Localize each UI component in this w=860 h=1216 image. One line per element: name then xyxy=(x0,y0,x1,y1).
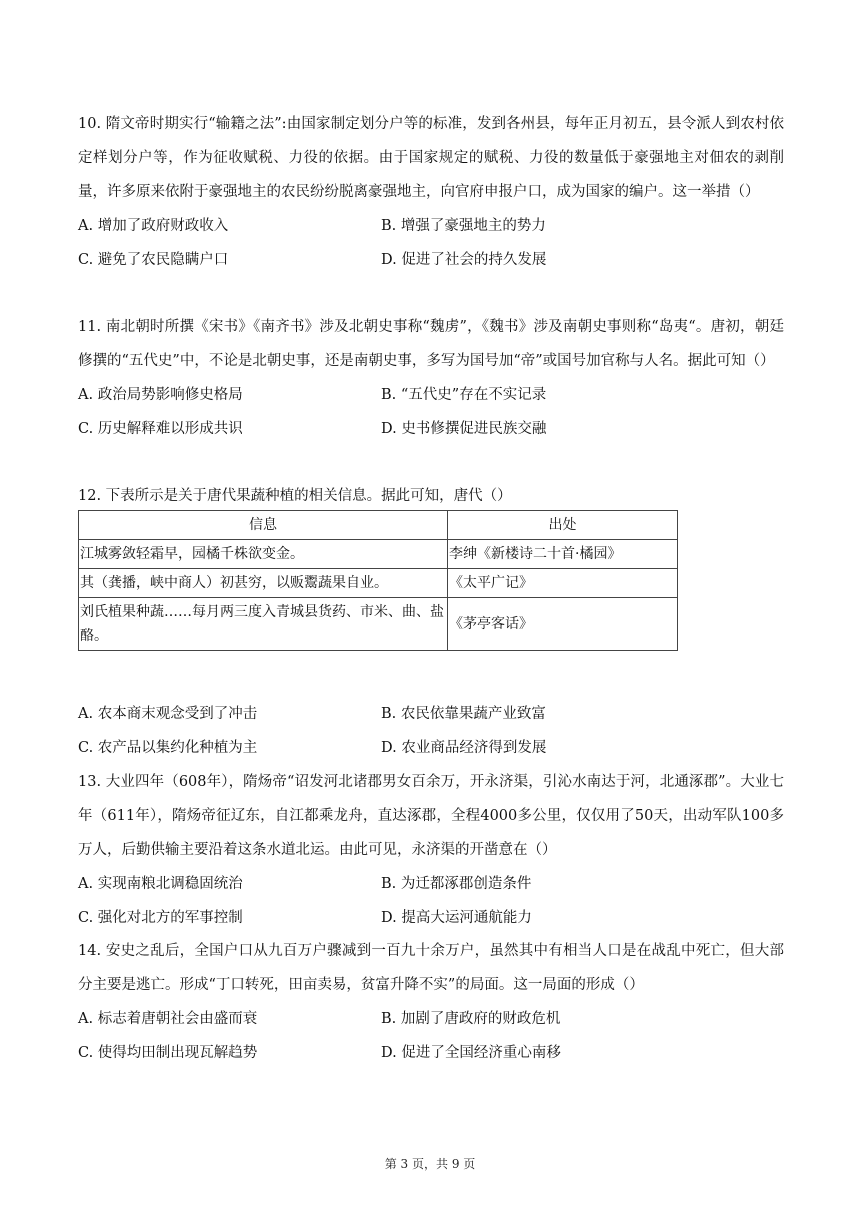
option-b: B. 为迁都涿郡创造条件 xyxy=(381,876,532,892)
option-c: C. 使得均田制出现瓦解趋势 xyxy=(78,1045,258,1061)
option-c: C. 避免了农民隐瞒户口 xyxy=(78,252,229,268)
table-header-source: 出处 xyxy=(448,511,678,540)
option-c: C. 历史解释难以形成共识 xyxy=(78,421,243,437)
option-b: B. 农民依靠果蔬产业致富 xyxy=(381,706,546,722)
option-d: D. 提高大运河通航能力 xyxy=(381,910,532,926)
option-d: D. 史书修撰促进民族交融 xyxy=(381,421,547,437)
question-13 xyxy=(78,765,784,935)
table-cell-info: 江城雾敛轻霜早，园橘千株欲变金。 xyxy=(79,540,448,569)
question-10-options xyxy=(78,209,784,277)
option-d: D. 促进了社会的持久发展 xyxy=(381,252,547,268)
question-14-options xyxy=(78,1002,784,1070)
question-10-stem: 10. 隋文帝时期实行“输籍之法”:由国家制定划分户等的标准，发到各州县，每年正月初五，县令派人到农村依定样划分户等，作为征收赋税、力役的依据。由于国家规定的赋税、力役的数量低于豪强地主对佃农的剥削量，许多原来依附于豪强地主的农民纷纷脱离豪强地主，向官府申报户口，成为国家的编户。这一举措（） xyxy=(78,116,784,200)
question-13-options xyxy=(78,867,784,935)
option-a: A. 政治局势影响修史格局 xyxy=(78,387,243,403)
option-c: C. 强化对北方的军事控制 xyxy=(78,910,243,926)
table-cell-info: 刘氏植果种蔬……每月两三度入青城县货药、市米、曲、盐酪。 xyxy=(79,598,448,651)
question-12-options xyxy=(78,697,784,765)
table-row xyxy=(79,540,678,569)
question-12-options-block xyxy=(78,697,784,765)
question-12-stem: 12. 下表所示是关于唐代果蔬种植的相关信息。据此可知，唐代（） xyxy=(78,488,512,504)
page-footer: 第 3 页，共 9 页 xyxy=(384,1157,476,1171)
table-cell-source: 《太平广记》 xyxy=(448,569,678,598)
table-cell-info: 其（龚播，峡中商人）初甚穷，以贩鬻蔬果自业。 xyxy=(79,569,448,598)
fruit-vegetable-table xyxy=(78,510,678,651)
option-a: A. 农本商末观念受到了冲击 xyxy=(78,706,258,722)
option-b: B. 加剧了唐政府的财政危机 xyxy=(381,1011,561,1027)
question-11-stem: 11. 南北朝时所撰《宋书》《南齐书》涉及北朝史事称“魏虏”，《魏书》涉及南朝史事则称“岛夷“。唐初，朝廷修撰的“五代史”中，不论是北朝史事，还是南朝史事，多写为国号加“帝”或国号加官称与人名。据此可知（） xyxy=(78,319,784,369)
option-a: A. 实现南粮北调稳固统治 xyxy=(78,876,243,892)
option-c: C. 农产品以集约化种植为主 xyxy=(78,740,258,756)
question-12 xyxy=(78,479,784,513)
question-11-options xyxy=(78,378,784,446)
question-13-stem: 13. 大业四年（608年），隋炀帝“诏发河北诸郡男女百余万，开永济渠，引沁水南达于河，北通涿郡”。大业七年（611年），隋炀帝征辽东，自江都乘龙舟，直达涿郡，全程4000多公里，仅仅用了50天，出动军队100多万人，后勤供输主要沿着这条水道北运。由此可见，永济渠的开凿意在（） xyxy=(78,774,784,858)
table-header-row xyxy=(79,511,678,540)
question-14-stem: 14. 安史之乱后，全国户口从九百万户骤减到一百九十余万户，虽然其中有相当人口是在战乱中死亡，但大部分主要是逃亡。形成“丁口转死，田亩卖易，贫富升降不实”的局面。这一局面的形成（） xyxy=(78,943,784,993)
option-d: D. 促进了全国经济重心南移 xyxy=(381,1045,561,1061)
option-a: A. 增加了政府财政收入 xyxy=(78,218,229,234)
table-header-info: 信息 xyxy=(79,511,448,540)
option-d: D. 农业商品经济得到发展 xyxy=(381,740,547,756)
option-a: A. 标志着唐朝社会由盛而衰 xyxy=(78,1011,258,1027)
table-cell-source: 李绅《新楼诗二十首·橘园》 xyxy=(448,540,678,569)
question-14 xyxy=(78,934,784,1070)
question-11 xyxy=(78,310,784,446)
option-b: B. 增强了豪强地主的势力 xyxy=(381,218,546,234)
table-row xyxy=(79,569,678,598)
option-b: B. “五代史”存在不实记录 xyxy=(381,387,547,403)
question-10 xyxy=(78,107,784,277)
table-cell-source: 《茅亭客话》 xyxy=(448,598,678,651)
table-row xyxy=(79,598,678,651)
